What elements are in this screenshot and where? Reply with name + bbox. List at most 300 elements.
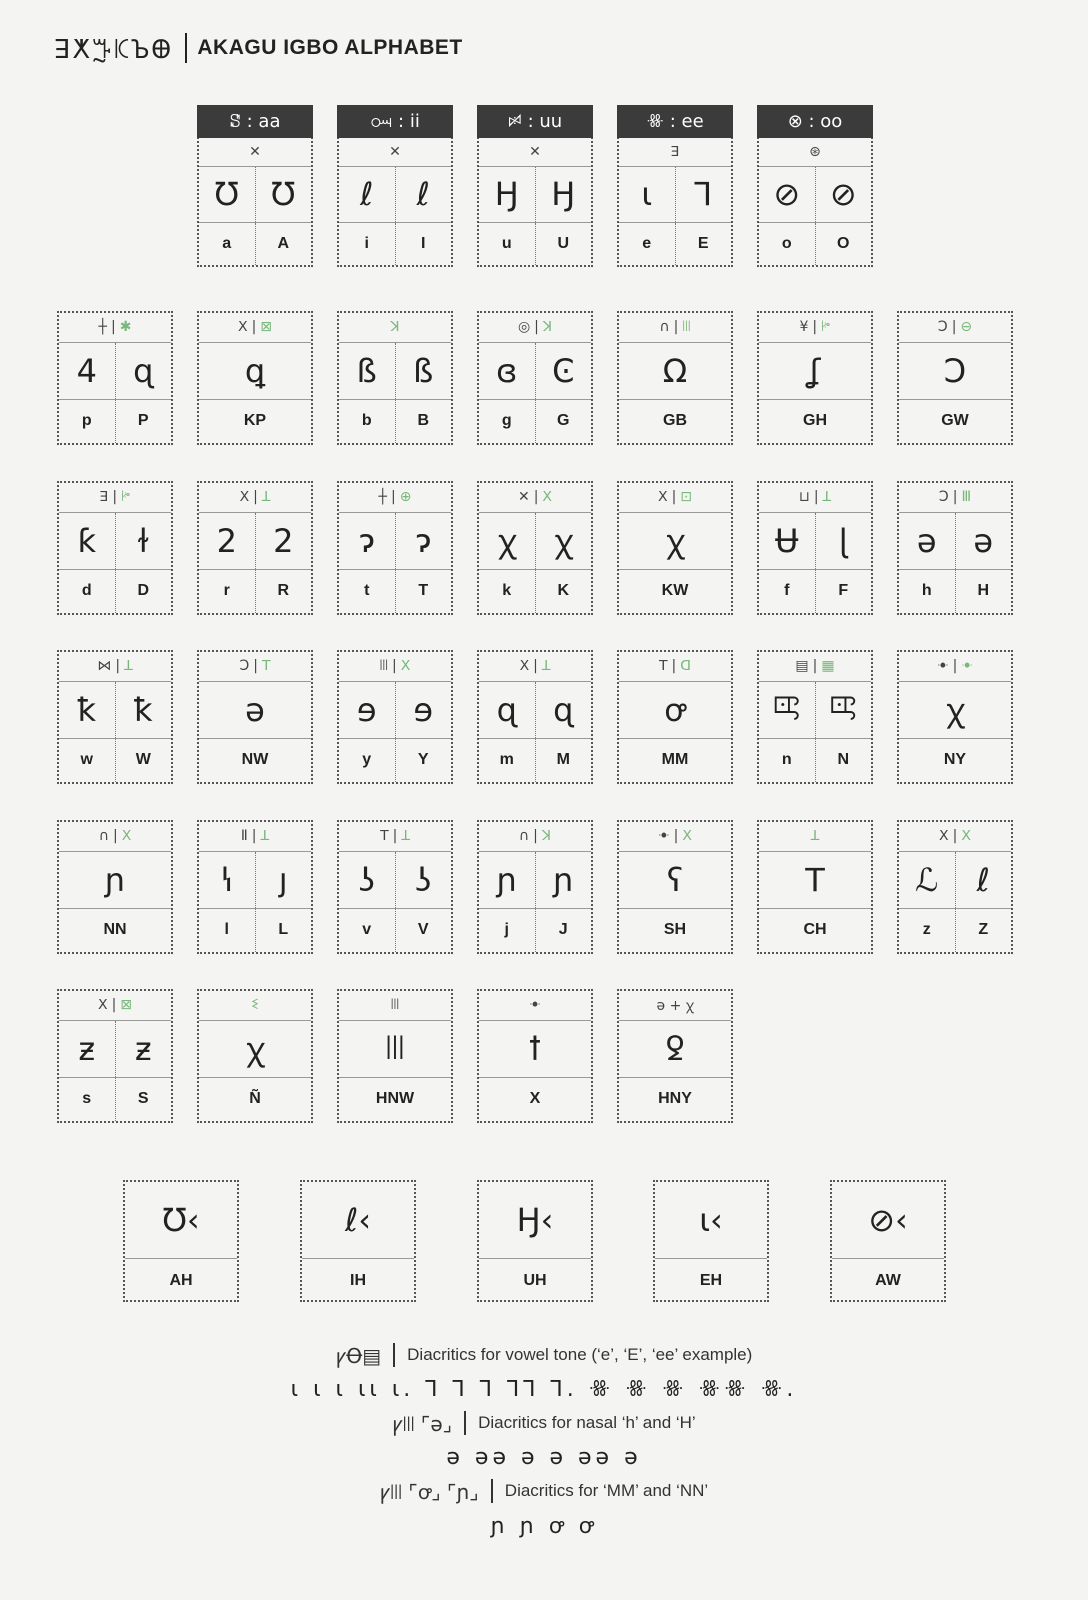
page-header xyxy=(54,30,463,66)
script-glyph: ꕓ xyxy=(815,682,872,738)
header-glyph-green: ⊠ xyxy=(120,997,133,1014)
header-glyph: ✕ xyxy=(517,489,530,506)
letter-card xyxy=(197,481,313,615)
latin-pair xyxy=(59,909,171,952)
latin-letter: m xyxy=(499,751,514,769)
letter-header xyxy=(199,313,311,343)
letter-header xyxy=(59,483,171,513)
script-glyph: ꝁ xyxy=(77,690,97,729)
letter-header xyxy=(339,313,451,343)
diacritics-symbol: ꝩꔖ ⌜ꝍ⌟ ⌜ɲ⌟ xyxy=(379,1479,479,1504)
latin-letter: H xyxy=(955,570,1012,613)
script-glyph: ƙ xyxy=(77,521,97,560)
glyph-pair xyxy=(619,852,731,909)
script-glyph: ɲ xyxy=(104,860,126,899)
header-glyph: ꓫ xyxy=(97,997,108,1014)
latin-letter: UH xyxy=(523,1272,547,1289)
script-glyph: ꝗ xyxy=(244,351,266,390)
vowel-header-glyph: ꓱ xyxy=(619,138,731,167)
header-divider: | xyxy=(534,319,539,336)
header-glyph: ∩ xyxy=(518,828,530,845)
script-glyph: ɂ xyxy=(359,521,375,560)
letter-card xyxy=(617,650,733,784)
header-glyph-green: ꓔ xyxy=(262,658,271,675)
header-divider: | xyxy=(115,658,121,675)
letter-card xyxy=(477,989,593,1123)
script-glyph: ɭ xyxy=(815,513,872,569)
vowel-card xyxy=(757,105,873,267)
letter-card xyxy=(617,820,733,954)
script-glyph: Ʊ xyxy=(255,167,312,222)
latin-pair xyxy=(619,400,731,443)
latin-pair xyxy=(479,739,591,782)
latin-letter: L xyxy=(255,909,312,952)
script-glyph: ə xyxy=(245,690,265,729)
latin-letter: KP xyxy=(243,412,267,430)
latin-letter: b xyxy=(361,412,372,430)
letter-header xyxy=(199,652,311,682)
header-glyph: ꓔ xyxy=(380,828,389,845)
script-glyph: ꕓ xyxy=(772,690,801,729)
latin-letter: Ñ xyxy=(249,1090,261,1108)
latin-letter: X xyxy=(529,1090,541,1108)
letter-card xyxy=(337,311,453,445)
note-divider xyxy=(491,1479,493,1503)
glyph-pair xyxy=(899,343,1011,400)
header-glyph: Ↄ xyxy=(239,658,250,675)
latin-letter: SH xyxy=(663,921,687,939)
header-glyph-green: ⊡ xyxy=(680,489,693,506)
script-glyph: ꝉ xyxy=(528,1029,542,1068)
script-glyph: ȷ xyxy=(255,852,312,908)
letter-card xyxy=(477,820,593,954)
latin-pair xyxy=(479,223,591,265)
script-glyph: ʕ xyxy=(666,860,684,899)
half-vowel-card xyxy=(300,1180,416,1302)
script-glyph: ⊘‹ xyxy=(832,1182,944,1259)
latin-pair xyxy=(619,739,731,782)
latin-letter: r xyxy=(223,582,230,600)
header-glyph-green: ꓘ xyxy=(390,319,400,336)
letter-card xyxy=(197,311,313,445)
vowel-card xyxy=(617,105,733,267)
script-glyph: ɋ xyxy=(496,690,517,729)
glyph-pair xyxy=(339,1021,451,1078)
half-vowel-card xyxy=(123,1180,239,1302)
header-divider: | xyxy=(390,489,396,506)
header-divider: | xyxy=(392,658,397,675)
latin-pair xyxy=(619,570,731,613)
letter-header xyxy=(479,313,591,343)
header-glyph-green: ꗨ xyxy=(250,997,260,1014)
glyph-pair xyxy=(59,682,171,739)
script-glyph: Ↄ xyxy=(943,351,967,390)
header-glyph: ꓫ xyxy=(239,489,250,506)
latin-pair xyxy=(339,739,451,782)
letter-header xyxy=(619,822,731,852)
latin-letter: O xyxy=(815,223,872,265)
half-vowel-card xyxy=(653,1180,769,1302)
latin-letter: Z xyxy=(955,909,1012,952)
letter-header xyxy=(479,652,591,682)
glyph-pair xyxy=(339,682,451,739)
script-glyph: ℓ xyxy=(360,175,374,214)
latin-pair xyxy=(759,739,871,782)
header-glyph: ◎ xyxy=(517,319,531,336)
script-glyph: ɘ xyxy=(395,682,452,738)
latin-letter: G xyxy=(535,400,592,443)
header-glyph: ∩ xyxy=(659,319,670,336)
diacritics-examples: ɩ ɩ ɩ ɩɩ ɩ. ꓶ ꓶ ꓶ ꓶꓶ ꓶ. ꗥ ꗥ ꗥ ꗥꗥ ꗥ. xyxy=(290,1376,798,1402)
latin-pair xyxy=(759,223,871,265)
latin-letter: t xyxy=(364,582,370,600)
latin-pair xyxy=(199,739,311,782)
diacritics-text: Diacritics for vowel tone (‘e’, ‘E’, ‘ee’ example) xyxy=(407,1345,753,1364)
glyph-pair xyxy=(759,343,871,400)
glyph-pair xyxy=(479,852,591,909)
letter-header xyxy=(899,822,1011,852)
glyph-pair xyxy=(479,343,591,400)
diacritics-heading xyxy=(0,1406,1088,1440)
glyph-pair xyxy=(479,1021,591,1078)
latin-pair xyxy=(199,1078,311,1121)
letter-card xyxy=(337,820,453,954)
script-glyph: Ӈ xyxy=(535,167,592,222)
header-glyph: Ⅱ xyxy=(240,828,248,845)
latin-pair xyxy=(479,909,591,952)
latin-pair xyxy=(59,570,171,613)
letter-header xyxy=(619,652,731,682)
letter-card xyxy=(57,650,173,784)
latin-letter: I xyxy=(395,223,452,265)
latin-letter: M xyxy=(535,739,592,782)
letter-card xyxy=(897,481,1013,615)
diacritics-heading xyxy=(0,1474,1088,1508)
latin-letter: w xyxy=(80,751,93,769)
glyph-pair xyxy=(339,343,451,400)
latin-pair xyxy=(479,400,591,443)
letter-header xyxy=(59,652,171,682)
letter-header xyxy=(479,483,591,513)
glyph-pair xyxy=(59,513,171,570)
latin-letter: u xyxy=(501,234,512,252)
latin-letter: y xyxy=(362,751,372,769)
note-divider xyxy=(393,1343,395,1367)
vowel-row xyxy=(0,105,1088,252)
script-glyph: 2 xyxy=(216,521,237,560)
latin-pair xyxy=(59,739,171,782)
glyph-pair xyxy=(199,852,311,909)
header-glyph-green: ꓕ xyxy=(401,828,410,845)
latin-letter: U xyxy=(535,223,592,265)
header-glyph: ꓫ xyxy=(519,658,530,675)
diacritics-text: Diacritics for nasal ‘h’ and ‘H’ xyxy=(478,1413,696,1432)
glyph-pair xyxy=(619,682,731,739)
script-glyph: Ӈ xyxy=(494,175,519,214)
glyph-pair xyxy=(899,682,1011,739)
script-glyph: ɫ xyxy=(115,513,172,569)
glyph-pair xyxy=(339,513,451,570)
header-divider: | xyxy=(533,658,538,675)
script-glyph: ꝿ xyxy=(665,1030,685,1069)
script-glyph: Ω xyxy=(662,351,688,390)
latin-letter: KW xyxy=(661,582,689,600)
glyph-pair xyxy=(619,167,731,223)
latin-letter: p xyxy=(81,412,92,430)
diacritics-text: Diacritics for ‘MM’ and ‘NN’ xyxy=(504,1481,709,1500)
script-glyph: ℓ xyxy=(395,167,452,222)
letter-card xyxy=(337,650,453,784)
latin-letter: NW xyxy=(241,751,269,769)
letter-card xyxy=(477,481,593,615)
latin-letter: a xyxy=(222,234,232,252)
letter-card xyxy=(757,820,873,954)
header-divider: | xyxy=(111,997,117,1014)
diacritics-symbol: ꝩꔖ ⌜ә⌟ xyxy=(392,1411,453,1436)
latin-letter: HNW xyxy=(375,1090,415,1108)
script-glyph: 4 xyxy=(76,351,97,390)
glyph-pair xyxy=(199,167,311,223)
latin-pair xyxy=(339,400,451,443)
letter-card xyxy=(337,989,453,1123)
header-glyph-green: ꔖ xyxy=(682,319,691,336)
latin-letter: P xyxy=(115,400,172,443)
latin-letter: HNY xyxy=(658,1090,692,1108)
latin-letter: i xyxy=(364,234,369,252)
header-divider: | xyxy=(952,489,958,506)
header-glyph: ∩ xyxy=(98,828,109,845)
latin-pair xyxy=(759,570,871,613)
glyph-pair xyxy=(899,513,1011,570)
latin-letter: g xyxy=(501,412,512,430)
letter-header xyxy=(759,652,871,682)
letter-card xyxy=(57,311,173,445)
script-glyph: ә xyxy=(955,513,1012,569)
header-divider: | xyxy=(251,828,257,845)
letter-header xyxy=(59,313,171,343)
glyph-pair xyxy=(59,343,171,400)
script-glyph: ℓ‹ xyxy=(302,1182,414,1259)
script-glyph: ß xyxy=(356,351,377,390)
header-glyph: ꔖ xyxy=(379,658,389,675)
title-script-logo: ꓱⵅꔓꗪꙎꚚ xyxy=(54,35,174,65)
script-glyph: ꭓ xyxy=(535,513,592,569)
header-glyph-green: ꓕ xyxy=(124,658,133,675)
header-glyph: ꓱ xyxy=(99,489,109,506)
glyph-pair xyxy=(759,513,871,570)
script-glyph: ɋ xyxy=(115,343,172,399)
header-glyph-green: ꓷ xyxy=(680,658,692,675)
script-glyph: ʖ xyxy=(395,852,452,908)
latin-letter: NN xyxy=(103,921,127,939)
vowel-header-glyph: ✕ xyxy=(339,138,451,167)
script-glyph: Ʊ xyxy=(214,175,239,214)
script-glyph: ɲ xyxy=(496,860,518,899)
glyph-pair xyxy=(899,852,1011,909)
script-glyph: ƶ xyxy=(78,1029,96,1068)
letter-header xyxy=(759,822,871,852)
vowel-long-label: ꗰ : uu xyxy=(477,105,593,138)
letter-header xyxy=(339,991,451,1021)
diacritics-symbol: ꝩꝊ▤ xyxy=(335,1343,382,1368)
header-glyph-green: ꓕ xyxy=(810,828,820,845)
script-glyph: ɋ xyxy=(535,682,592,738)
header-divider: | xyxy=(112,489,118,506)
header-glyph-green: ꓫ xyxy=(542,489,553,506)
letter-card xyxy=(477,650,593,784)
note-divider xyxy=(464,1411,466,1435)
diacritics-examples: ɲ ɲ ꝍ ꝍ xyxy=(490,1514,598,1539)
header-glyph-green: ꓫ xyxy=(682,828,692,845)
glyph-pair xyxy=(199,1021,311,1078)
latin-letter: EH xyxy=(699,1272,723,1289)
letter-card xyxy=(897,311,1013,445)
header-glyph-green: ꓕ xyxy=(822,489,832,506)
diacritics-notes xyxy=(0,1338,1088,1542)
latin-pair xyxy=(199,400,311,443)
latin-letter: NY xyxy=(943,751,967,769)
letter-header xyxy=(619,483,731,513)
latin-pair xyxy=(479,1078,591,1121)
latin-letter: K xyxy=(535,570,592,613)
latin-letter: V xyxy=(395,909,452,952)
latin-letter: f xyxy=(784,582,790,600)
header-divider: | xyxy=(533,828,538,845)
latin-letter: d xyxy=(81,582,92,600)
glyph-pair xyxy=(619,343,731,400)
vowel-card xyxy=(197,105,313,267)
header-glyph: ꔖ xyxy=(390,997,400,1014)
script-glyph: ꭓ xyxy=(497,522,516,561)
latin-letter: J xyxy=(535,909,592,952)
glyph-pair xyxy=(479,682,591,739)
latin-letter: N xyxy=(815,739,872,782)
header-divider: | xyxy=(112,828,118,845)
latin-letter: GH xyxy=(803,412,827,430)
header-divider: | xyxy=(110,319,116,336)
header-glyph-green: ꓘ xyxy=(542,319,553,336)
header-divider: | xyxy=(533,489,539,506)
script-glyph: Ӈ‹ xyxy=(479,1182,591,1259)
header-glyph: ꓫ xyxy=(939,828,949,845)
half-vowel-card xyxy=(830,1180,946,1302)
script-glyph: ɩ xyxy=(641,175,653,214)
header-divider: | xyxy=(671,489,677,506)
latin-letter: AW xyxy=(875,1272,901,1289)
header-glyph: ┼ xyxy=(98,319,107,336)
script-glyph: ꓶ xyxy=(675,167,732,222)
header-divider: | xyxy=(812,319,818,336)
latin-letter: E xyxy=(675,223,732,265)
letter-card xyxy=(617,311,733,445)
vowel-header-glyph: ✕ xyxy=(199,138,311,167)
header-glyph-green: ꓕ xyxy=(260,828,270,845)
script-glyph: ꭓ xyxy=(946,691,964,730)
header-glyph-green: ▦ xyxy=(821,658,835,675)
header-glyph: Ↄ xyxy=(937,319,948,336)
glyph-pair xyxy=(759,852,871,909)
latin-letter: A xyxy=(255,223,312,265)
header-glyph: ꓔ xyxy=(658,658,668,675)
script-glyph: ⊘ xyxy=(815,167,872,222)
latin-letter: l xyxy=(224,921,229,939)
latin-pair xyxy=(899,739,1011,782)
letter-header xyxy=(619,313,731,343)
vowel-long-label: ꗥ : ee xyxy=(617,105,733,138)
page-title: AKAGU IGBO ALPHABET xyxy=(197,36,463,59)
latin-pair xyxy=(339,223,451,265)
letter-card xyxy=(477,311,593,445)
script-glyph: ә xyxy=(916,521,937,560)
latin-letter: IH xyxy=(350,1272,366,1289)
vowel-card xyxy=(337,105,453,267)
header-glyph-green: ꓘ xyxy=(541,828,552,845)
latin-letter: S xyxy=(115,1078,172,1121)
half-vowel-card xyxy=(477,1180,593,1302)
glyph-pair xyxy=(479,167,591,223)
latin-letter: h xyxy=(921,582,932,600)
latin-pair xyxy=(619,1078,731,1121)
script-glyph: ꭓ xyxy=(246,1030,264,1069)
latin-pair xyxy=(59,1078,171,1121)
header-glyph: ꓫ xyxy=(657,489,668,506)
header-glyph-green: ⊖ xyxy=(960,319,973,336)
letter-card xyxy=(197,989,313,1123)
letter-header xyxy=(199,822,311,852)
letter-header xyxy=(759,483,871,513)
header-glyph-green: ꓕ xyxy=(541,658,551,675)
header-divider: | xyxy=(673,319,679,336)
letter-card xyxy=(197,650,313,784)
latin-letter: R xyxy=(255,570,312,613)
latin-pair xyxy=(619,223,731,265)
letter-header xyxy=(479,822,591,852)
latin-pair xyxy=(759,909,871,952)
script-glyph: ℓ xyxy=(955,852,1012,908)
header-glyph-green: ꓫ xyxy=(121,828,132,845)
header-glyph: ▤ xyxy=(795,658,809,675)
glyph-pair xyxy=(619,1021,731,1078)
header-divider: | xyxy=(253,658,258,675)
script-glyph: Ʊ‹ xyxy=(125,1182,237,1259)
latin-pair xyxy=(199,223,311,265)
header-divider: | xyxy=(812,658,818,675)
header-glyph: ┼ xyxy=(378,489,387,506)
letter-header xyxy=(59,991,171,1021)
letter-header xyxy=(339,822,451,852)
header-divider: | xyxy=(673,828,679,845)
diacritics-examples: ә әә ә ә әә ә xyxy=(446,1444,642,1470)
letter-header xyxy=(199,483,311,513)
latin-letter: T xyxy=(395,570,452,613)
latin-letter: e xyxy=(642,234,652,252)
latin-letter: W xyxy=(115,739,172,782)
script-glyph: ꔖ xyxy=(385,1029,405,1068)
header-glyph-green: ꔶ xyxy=(121,489,131,506)
letter-card xyxy=(57,481,173,615)
header-glyph-green: ✱ xyxy=(119,319,132,336)
latin-pair xyxy=(899,909,1011,952)
latin-letter: D xyxy=(115,570,172,613)
letter-header xyxy=(619,991,731,1021)
script-glyph: ꝁ xyxy=(115,682,172,738)
letter-card xyxy=(757,311,873,445)
latin-pair xyxy=(479,570,591,613)
latin-letter: MM xyxy=(661,751,689,769)
letter-card xyxy=(617,989,733,1123)
script-glyph: Ͼ xyxy=(535,343,592,399)
script-glyph: ꝍ xyxy=(664,691,686,730)
